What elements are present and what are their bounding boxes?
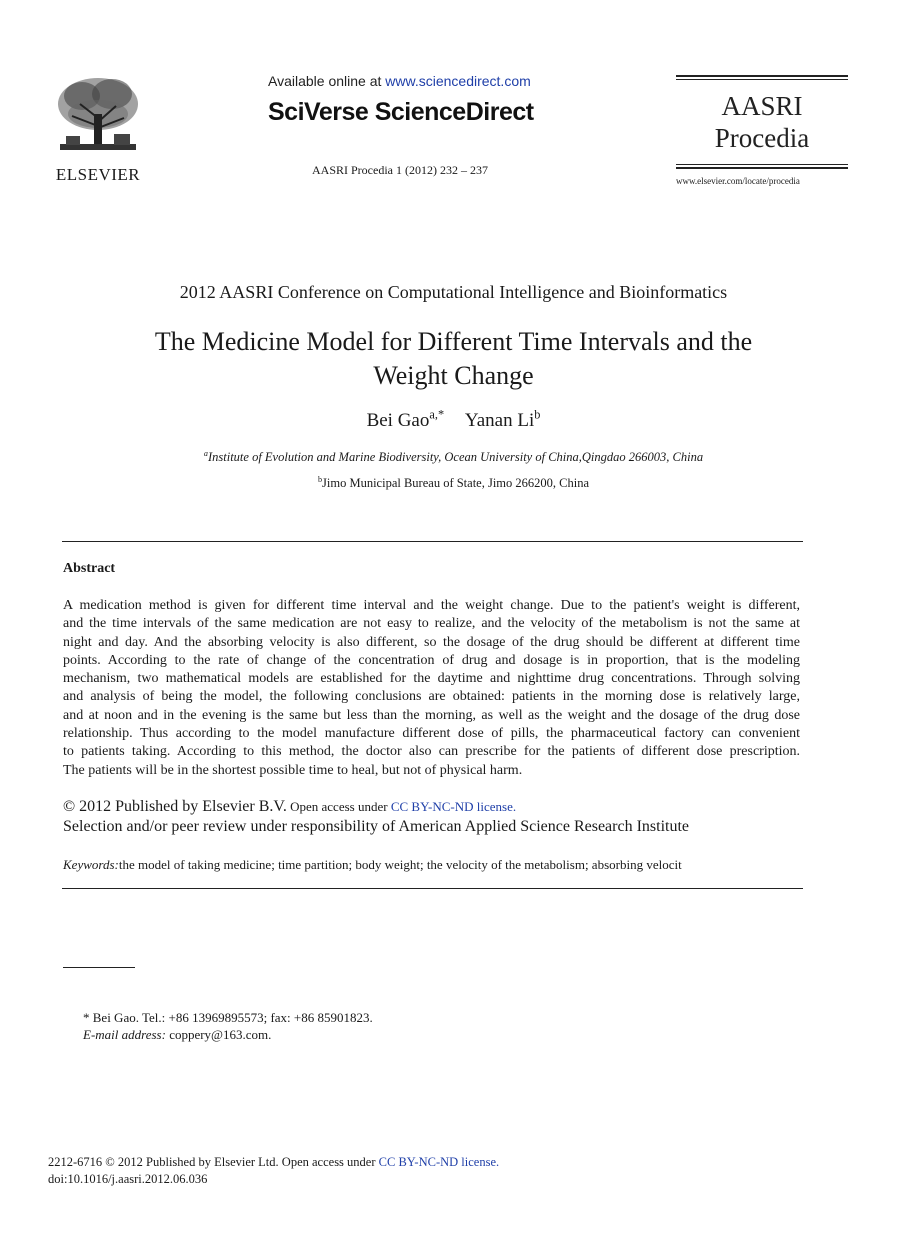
abstract-line: to patients taking. According to this method, the doctor also can prescribe for the patients of different dose prescription. — [63, 744, 800, 760]
journal-box-top-rule — [676, 75, 848, 77]
affiliation-text: Institute of Evolution and Marine Biodiversity, Ocean University of China,Qingdao 266003, China — [207, 450, 704, 464]
abstract-line: A medication method is given for different time interval and the weight change. Due to the patient's weight is different, — [63, 598, 800, 613]
publisher-logo-text: ELSEVIER — [55, 165, 141, 184]
affiliation-text: Jimo Municipal Bureau of State, Jimo 266200, China — [322, 476, 590, 490]
keywords — [63, 857, 682, 873]
journal-url[interactable]: www.elsevier.com/locate/procedia — [676, 176, 800, 186]
license-link[interactable]: CC BY-NC-ND license. — [390, 799, 517, 814]
abstract-heading: Abstract — [63, 561, 116, 576]
journal-box-top-rule-2 — [676, 79, 848, 80]
email-footnote — [83, 1027, 271, 1043]
available-online-prefix: Available online at — [268, 73, 386, 89]
affiliation-a — [0, 450, 907, 465]
abstract-body — [63, 597, 800, 780]
copyright-main: © 2012 Published by Elsevier B.V. — [63, 798, 287, 815]
copyright-line — [63, 798, 516, 816]
paper-title-line2: Weight Change — [373, 361, 534, 390]
journal-name-line2: Procedia — [714, 123, 810, 153]
abstract-line: The patients will be in the shortest possible time to heal, but not of physical harm. — [63, 762, 523, 778]
available-online — [268, 73, 531, 89]
abstract-line: and at noon and in the evening is the same but less than the morning, as well as the weight and the dosage of the drug dose — [63, 707, 800, 723]
doi[interactable]: doi:10.1016/j.aasri.2012.06.036 — [48, 1172, 208, 1186]
abstract-line: night and day. And the absorbing velocity is also different, so the dosage of the drug should be different at different time — [63, 634, 800, 650]
abstract-line: and analysis of being the model, the following conclusions are obtained: patients in the morning dose is relatively large, — [63, 689, 800, 705]
email-address[interactable]: coppery@163.com. — [165, 1027, 272, 1042]
issn-line — [48, 1155, 499, 1170]
affiliation-mark: b — [317, 474, 323, 484]
copyright-open-access: Open access under — [286, 799, 391, 814]
abstract-line: points. According to the rate of change of the concentration of drug and dosage is in proportion, that is the modeling — [63, 652, 800, 668]
author-sup: a,* — [429, 407, 445, 422]
platform-name: SciVerse ScienceDirect — [268, 98, 534, 126]
elsevier-tree-icon — [52, 74, 144, 160]
journal-box-bottom-rule — [676, 164, 848, 165]
affiliation-mark: a — [203, 448, 208, 458]
conference-name: 2012 AASRI Conference on Computational Intelligence and Bioinformatics — [179, 282, 728, 302]
abstract-bottom-rule — [62, 888, 803, 889]
email-label: E-mail address: — [83, 1027, 166, 1042]
author-name: Bei Gao — [366, 410, 430, 431]
author-name: Yanan Li — [464, 410, 535, 431]
footer-open-access: Open access under — [278, 1155, 379, 1169]
issn-copyright: 2212-6716 © 2012 Published by Elsevier Ltd. — [48, 1155, 279, 1169]
paper-title-line1: The Medicine Model for Different Time Intervals and the — [154, 327, 753, 356]
affiliation-b — [0, 476, 907, 491]
sciencedirect-link[interactable]: www.sciencedirect.com — [385, 73, 531, 89]
footnote-rule — [63, 967, 135, 968]
abstract-top-rule — [62, 541, 803, 542]
abstract-line: relationship. Thus according to the model manufacture different dose of pills, the pharmaceutical factory can convenient — [63, 726, 800, 742]
paper-title — [0, 325, 907, 393]
abstract-line: and the time intervals of the same medication are not easy to realize, and the velocity of the metabolism is not the same at — [63, 616, 800, 632]
journal-citation: AASRI Procedia 1 (2012) 232 – 237 — [312, 163, 488, 177]
author-list — [0, 407, 907, 432]
elsevier-logo — [52, 74, 144, 184]
keywords-text: the model of taking medicine; time partition; body weight; the velocity of the metabolism; absorbing velocit — [118, 857, 682, 872]
footer-license-link[interactable]: CC BY-NC-ND license. — [378, 1155, 500, 1169]
journal-name-line1: AASRI — [721, 91, 803, 121]
author-sup: b — [534, 407, 541, 422]
journal-box-bottom-rule-2 — [676, 167, 848, 169]
peer-review-statement: Selection and/or peer review under responsibility of American Applied Science Research Institute — [63, 818, 690, 835]
journal-name — [676, 90, 848, 154]
corresponding-author-footnote: * Bei Gao. Tel.: +86 13969895573; fax: +86 85901823. — [83, 1010, 373, 1025]
abstract-line: mechanism, two mathematical models are established for the daytime and nighttime drug concentrations. Through solving — [63, 671, 800, 687]
keywords-label: Keywords: — [63, 857, 119, 872]
